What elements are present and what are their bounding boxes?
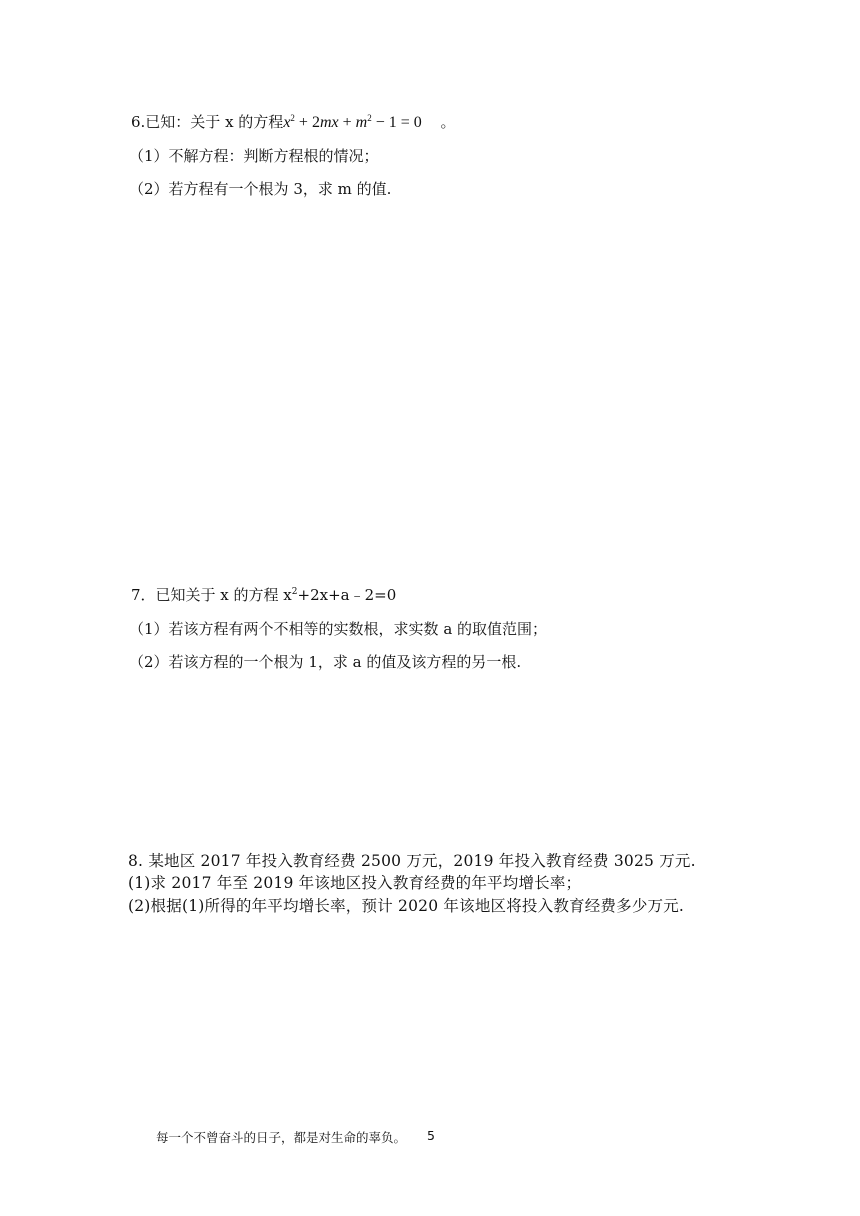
q6-equation: $x^2 + 2mx + m^2 - 1 = 0$	[283, 113, 422, 131]
q6-stem-prefix: 6.已知：关于 x 的方程	[131, 113, 284, 131]
q8-part1: (1)求 2017 年至 2019 年该地区投入教育经费的年平均增长率；	[128, 874, 582, 892]
footer-motto: 每一个不曾奋斗的日子，都是对生命的辜负。	[156, 1130, 407, 1145]
q6-part1: （1）不解方程：判断方程根的情况；	[129, 147, 379, 165]
q7-part2: （2）若该方程的一个根为 1，求 a 的值及该方程的另一根.	[129, 653, 522, 671]
q6-stem-suffix: 。	[440, 113, 456, 131]
q7-stem: 7．已知关于 x 的方程 $x^2+2x+a﹣2=0$	[131, 586, 397, 604]
q7-part1: （1）若该方程有两个不相等的实数根，求实数 a 的取值范围；	[129, 620, 548, 638]
page-number: 5	[427, 1128, 435, 1143]
q8-part2: (2)根据(1)所得的年平均增长率，预计 2020 年该地区将投入教育经费多少万元.	[128, 897, 685, 915]
q6-part2: （2）若方程有一个根为 3，求 m 的值.	[129, 180, 392, 198]
q6-stem	[131, 112, 456, 133]
q8-stem: 8. 某地区 2017 年投入教育经费 2500 万元，2019 年投入教育经费 3025 万元.	[128, 852, 696, 870]
